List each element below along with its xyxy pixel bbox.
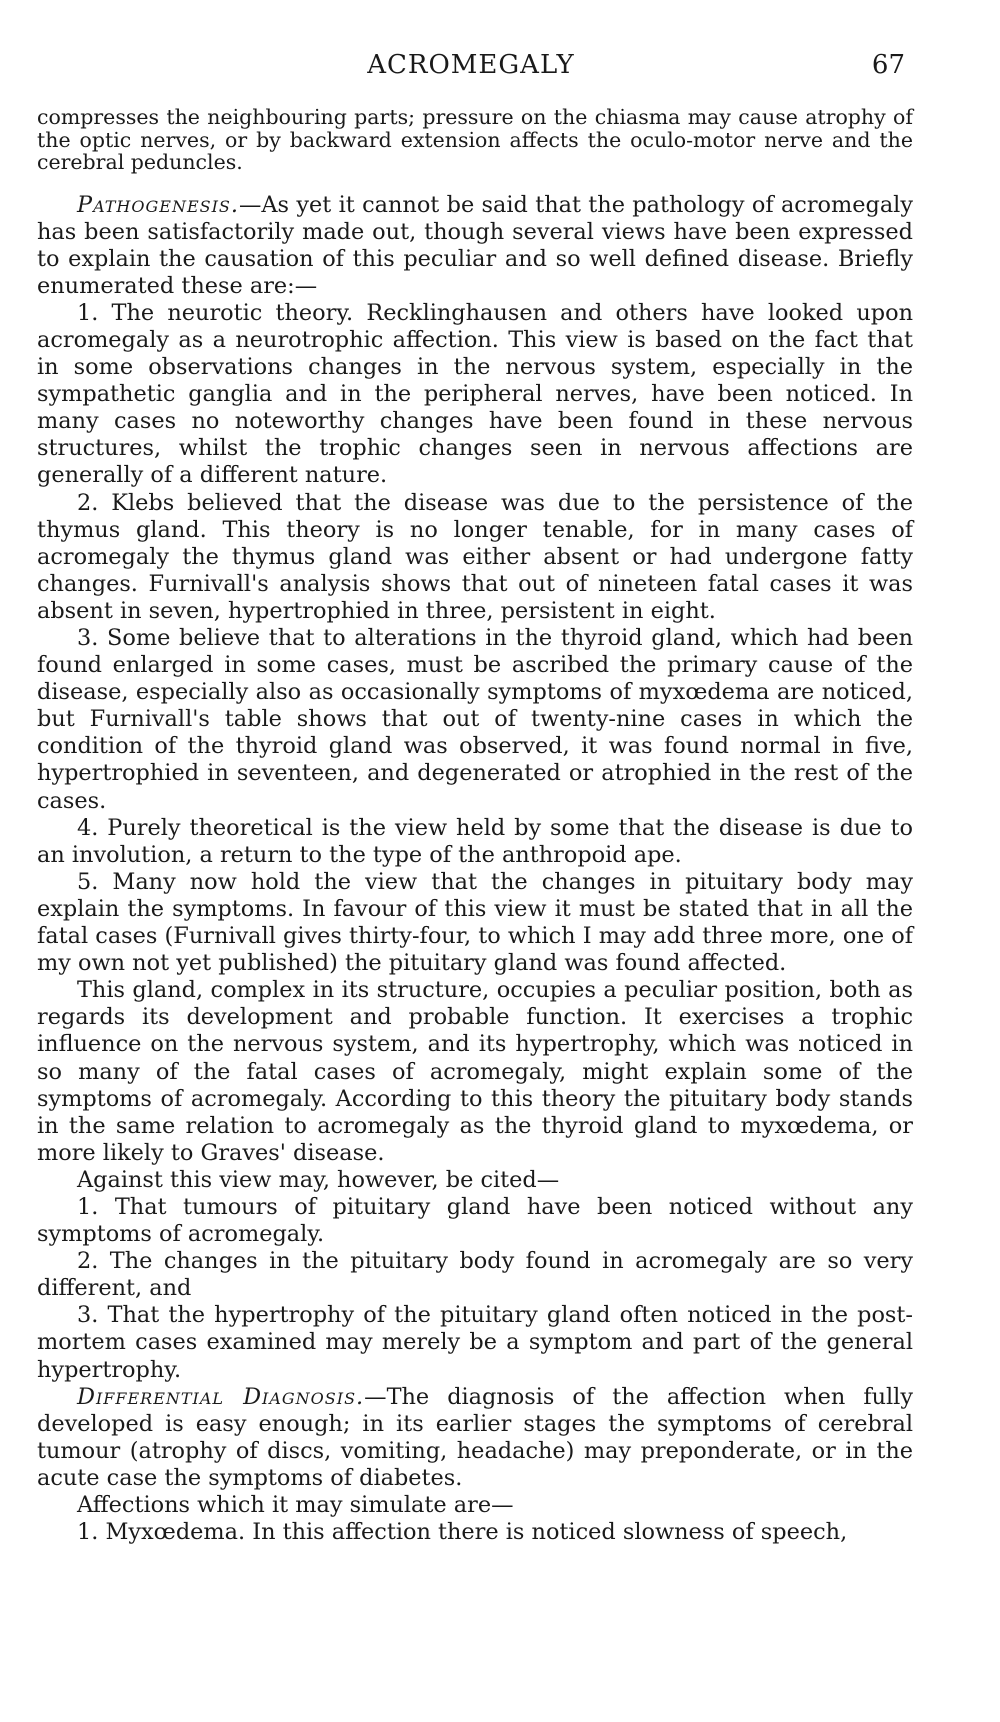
paragraph-against: Against this view may, however, be cited— (77, 1166, 560, 1193)
paragraph-gland: This gland, complex in its structure, occupies a peculiar position, both as regards its development and probable function. It exercises a trophic influence on the nervous system, and its hypertrophy, which was noticed in so many of the fatal cases of acromegaly, might explain some of the symptoms of acromegaly. According to this theory the pituitary body stands in the same relation to acromegaly as the thyroid gland to myxœdema, or more likely to Graves' disease. (37, 977, 913, 1166)
paragraph-text: —As yet it cannot be said that the pathology of acromegaly has been satisfactorily made out, though several views have been expressed to explain the causation of this peculiar and so well defined disease. Briefly enumerated these are:— (37, 191, 913, 299)
page-body (37, 106, 913, 1546)
page-header (37, 50, 905, 90)
section-gap (37, 174, 913, 192)
page-number: 67 (871, 50, 905, 80)
section-heading-pathogenesis: Pathogenesis. (77, 191, 239, 218)
paragraph-objection-2: 2. The changes in the pituitary body found in acromegaly are so very different, and (37, 1248, 913, 1302)
paragraph-simulate: Affections which it may simulate are— (77, 1492, 514, 1518)
paragraph-objection-3: 3. That the hypertrophy of the pituitary gland often noticed in the post-mortem cases examined may merely be a symptom and part of the general hypertrophy. (37, 1302, 913, 1383)
paragraph-continuation: compresses the neighbouring parts; pressure on the chiasma may cause atrophy of the optic nerves, or by backward extension affects the oculo-motor nerve and the cerebral peduncles. (37, 105, 913, 174)
paragraph-theory-4: 4. Purely theoretical is the view held by some that the disease is due to an involution, a return to the type of the anthropoid ape. (37, 814, 913, 868)
paragraph-text: —The diagnosis of the affection when fully developed is easy enough; in its earlier stages the symptoms of cerebral tumour (atrophy of discs, vomiting, headache) may preponderate, or in the acute case the symptoms of diabetes. (37, 1383, 913, 1491)
paragraph-objection-1: 1. That tumours of pituitary gland have been noticed without any symptoms of acromegaly. (37, 1193, 913, 1248)
paragraph-theory-3: 3. Some believe that to alterations in the thyroid gland, which had been found enlarged in some cases, must be ascribed the primary cause of the disease, especially also as occasionally symptoms of myxœdema are noticed, but Furnivall's table shows that out of twenty-nine cases in which the condition of the thyroid gland was observed, it was found normal in five, hypertrophied in seventeen, and degenerated or atrophied in the rest of the cases. (37, 625, 913, 814)
paragraph-pathogenesis (37, 192, 913, 300)
section-heading-differential: Differential Diagnosis. (77, 1383, 365, 1410)
paragraph-theory-2: 2. Klebs believed that the disease was due to the persistence of the thymus gland. This theory is no longer tenable, for in many cases of acromegaly the thymus gland was either absent or had undergone fatty changes. Furnivall's analysis shows that out of nineteen fatal cases it was absent in seven, hypertrophied in three, persistent in eight. (37, 489, 913, 624)
paragraph-theory-1: 1. The neurotic theory. Recklinghausen and others have looked upon acromegaly as a neurotrophic affection. This view is based on the fact that in some observations changes in the nervous system, especially in the sympathetic ganglia and in the peripheral nerves, have been noticed. In many cases no noteworthy changes have been found in these nervous structures, whilst the trophic changes seen in nervous affections are generally of a different nature. (37, 299, 913, 489)
paragraph-myxoedema: 1. Myxœdema. In this affection there is noticed slowness of speech, (77, 1519, 848, 1546)
paragraph-theory-5: 5. Many now hold the view that the changes in pituitary body may explain the symptoms. In favour of this view it must be stated that in all the fatal cases (Furnivall gives thirty-four, to which I may add three more, one of my own not yet published) the pituitary gland was found affected. (37, 868, 913, 977)
paragraph-differential (37, 1384, 913, 1492)
running-title: ACROMEGALY (367, 50, 575, 80)
